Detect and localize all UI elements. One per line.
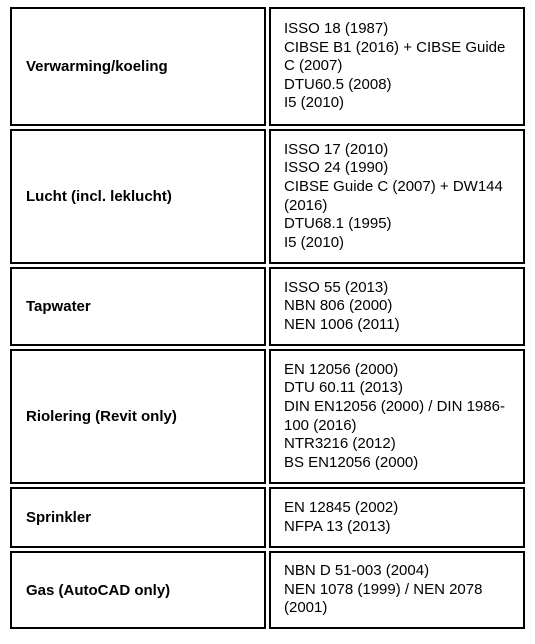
discipline-label: Tapwater [10,267,266,346]
discipline-label: Riolering (Revit only) [10,349,266,484]
table-row [10,349,525,484]
standards-list [284,562,515,618]
standards-table [10,7,525,632]
standard-item: ISSO 24 (1990) [284,159,389,177]
standard-item: I5 (2010) [284,94,345,112]
discipline-label: Verwarming/koeling [10,7,266,126]
standards-cell [269,487,525,548]
standard-item: ISSO 18 (1987) [284,20,389,38]
standard-item: BS EN12056 (2000) [284,453,419,471]
standard-item: ISSO 17 (2010) [284,140,389,158]
standard-item: NBN 806 (2000) [284,297,393,315]
standards-list [284,361,515,473]
standard-item: DTU68.1 (1995) [284,215,392,233]
standard-item: NFPA 13 (2013) [284,517,391,535]
discipline-label: Gas (AutoCAD only) [10,551,266,629]
standard-item: DTU 60.11 (2013) [284,379,403,397]
standard-item: CIBSE B1 (2016) + CIBSE Guide C (2007) [284,38,506,75]
standard-item: CIBSE Guide C (2007) + DW144 (2016) [284,177,503,214]
table-row [10,487,525,548]
table-row [10,267,525,346]
standard-item: NBN D 51-003 (2004) [284,562,430,580]
standards-cell [269,349,525,484]
standards-cell [269,551,525,629]
table-row [10,129,525,264]
standard-item: EN 12845 (2002) [284,498,399,516]
standards-cell [269,7,525,126]
standards-list [284,279,400,335]
discipline-label: Lucht (incl. leklucht) [10,129,266,264]
standard-item: NEN 1078 (1999) / NEN 2078 (2001) [284,580,483,617]
standard-item: EN 12056 (2000) [284,360,399,378]
standard-item: NEN 1006 (2011) [284,315,400,333]
standards-cell [269,129,525,264]
standards-list [284,499,398,536]
table-row [10,7,525,126]
standard-item: NTR3216 (2012) [284,435,396,453]
table-row [10,551,525,629]
discipline-label: Sprinkler [10,487,266,548]
standard-item: I5 (2010) [284,233,345,251]
standards-list [284,20,515,113]
standards-cell [269,267,525,346]
standard-item: ISSO 55 (2013) [284,278,389,296]
standard-item: DTU60.5 (2008) [284,75,392,93]
standards-list [284,141,515,253]
standard-item: DIN EN12056 (2000) / DIN 1986-100 (2016) [284,397,505,434]
